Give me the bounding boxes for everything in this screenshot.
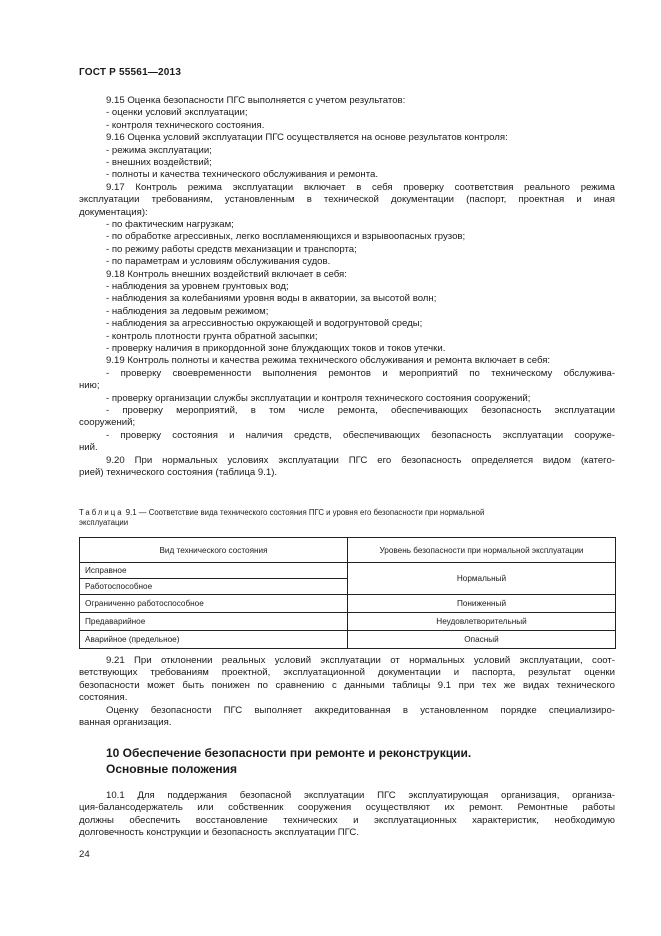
text-line: ветствующих требованиям проектной, эксплуатационной документации и паспорта, результат оценки	[79, 667, 615, 679]
text-line: 9.18 Контроль внешних воздействий включает в себя:	[106, 268, 347, 280]
table-header-row	[80, 538, 616, 563]
table-cell-state: Аварийное (предельное)	[80, 631, 348, 649]
section-heading: 10 Обеспечение безопасности при ремонте и реконструкции.	[106, 746, 472, 760]
text-line: - по обработке агрессивных, легко воспламеняющихся и взрывоопасных грузов;	[106, 231, 466, 243]
state-safety-table	[79, 537, 616, 649]
table-cell-level: Пониженный	[348, 595, 616, 613]
table-caption-title: 9.1 — Соответствие вида технического состояния ПГС и уровня его безопасности при нормальной	[123, 508, 485, 517]
table-row	[80, 595, 616, 613]
table-cell-state: Работоспособное	[80, 579, 348, 595]
text-line: - контроль плотности грунта обратной засыпки;	[106, 330, 318, 342]
table-caption-label: Таблица	[79, 508, 124, 517]
text-line: - наблюдения за колебаниями уровня воды в акватории, за высотой волн;	[106, 293, 437, 305]
page-number: 24	[79, 849, 90, 860]
table-cell-level: Нормальный	[348, 563, 616, 595]
table-row	[80, 563, 616, 579]
text-line: документация):	[79, 206, 148, 218]
text-line: - проверку состояния и наличия средств, обеспечивающих безопасность эксплуатации сооруже-	[106, 429, 615, 441]
table-row	[80, 613, 616, 631]
text-line: безопасности может быть понижен по сравнению с данными таблицы 9.1 при тех же видах технического	[79, 679, 615, 691]
text-line: рией) технического состояния (таблица 9.1).	[79, 467, 278, 478]
table-cell-level: Опасный	[348, 631, 616, 649]
table-header-level: Уровень безопасности при нормальной эксплуатации	[348, 538, 616, 563]
text-line: 9.20 При нормальных условиях эксплуатации ПГС его безопасность определяется видом (катего-	[106, 454, 615, 466]
text-line: ция-балансодержатель или собственник сооружения осуществляют их ремонт. Ремонтные работы	[79, 802, 615, 814]
text-line: - по фактическим нагрузкам;	[106, 219, 234, 230]
text-line: - наблюдения за агрессивностью окружающей и водогрунтовой среды;	[106, 318, 423, 330]
text-line: сооружений;	[79, 417, 136, 429]
table-cell-state: Исправное	[80, 563, 348, 579]
text-line: - наблюдения за уровнем грунтовых вод;	[106, 281, 289, 292]
text-line: 9.16 Оценка условий эксплуатации ПГС осуществляется на основе результатов контроля:	[106, 132, 508, 144]
text-line: - проверку организации службы эксплуатации и контроля технического состояния сооружений;	[106, 392, 531, 404]
text-line: 9.15 Оценка безопасности ПГС выполняется с учетом результатов:	[106, 95, 406, 106]
text-line: эксплуатации требованиям, установленным в технической документации (паспорт, проектная и иная	[79, 194, 615, 206]
text-line: 10.1 Для поддержания безопасной эксплуатации ПГС эксплуатирующая организация, организа-	[106, 790, 615, 801]
text-line: - по параметрам и условиям обслуживания судов.	[106, 256, 331, 268]
text-line: нию;	[79, 380, 100, 392]
section-heading-cont: Основные положения	[106, 762, 238, 776]
text-line: - внешних воздействий;	[106, 157, 212, 168]
text-line: - проверку наличия в прикордонной зоне блуждающих токов и токов утечки.	[106, 343, 446, 354]
text-line: должны обеспечить восстановление технических и эксплуатационных характеристик, необходимую	[79, 814, 615, 826]
text-line: долговечность конструкции и безопасность эксплуатации ПГС.	[79, 827, 360, 839]
text-line: - проверку своевременности выполнения ремонтов и мероприятий по техническому обслужива-	[106, 367, 615, 379]
document-code-header: ГОСТ Р 55561—2013	[79, 67, 182, 78]
table-caption-title-cont: эксплуатации	[79, 518, 129, 527]
text-line: - проверку мероприятий, в том числе ремонта, обеспечивающих безопасность эксплуатации	[106, 405, 615, 416]
text-line: - режима эксплуатации;	[106, 144, 212, 156]
text-line: - контроля технического состояния.	[106, 119, 265, 131]
table-header-state: Вид технического состояния	[80, 538, 348, 563]
text-line: ний.	[79, 442, 98, 454]
text-line: - оценки условий эксплуатации;	[106, 107, 248, 119]
table-cell-state: Ограниченно работоспособное	[80, 595, 348, 613]
text-line: - по режиму работы средств механизации и транспорта;	[106, 243, 357, 255]
text-line: 9.19 Контроль полноты и качества режима технического обслуживания и ремонта включает в себя:	[106, 355, 551, 367]
table-cell-level: Неудовлетворительный	[348, 613, 616, 631]
text-line: - наблюдения за ледовым режимом;	[106, 305, 269, 317]
table-row	[80, 631, 616, 649]
text-line: - полноты и качества технического обслуживания и ремонта.	[106, 169, 379, 181]
table-caption	[79, 508, 615, 528]
text-line: Оценку безопасности ПГС выполняет аккредитованная в установленном порядке специализиро-	[106, 704, 615, 716]
text-line: состояния.	[79, 692, 128, 704]
text-line: 9.21 При отклонении реальных условий эксплуатации от нормальных условий эксплуатации, соот-	[106, 655, 615, 666]
text-line: ванная организация.	[79, 717, 172, 728]
text-line: 9.17 Контроль режима эксплуатации включает в себя проверку соответствия реального режима	[106, 181, 615, 193]
table-cell-state: Предаварийное	[80, 613, 348, 631]
